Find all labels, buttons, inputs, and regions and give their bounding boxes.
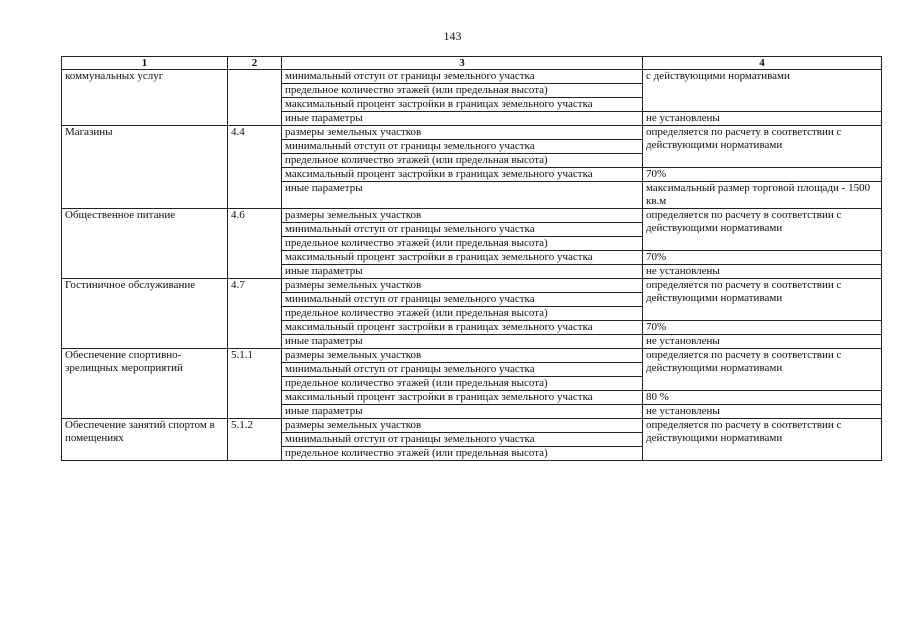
use-name: Магазины [62, 126, 228, 209]
use-name: Обеспечение спортивно-зрелищных мероприятий [62, 349, 228, 419]
use-code: 5.1.1 [228, 349, 282, 419]
parameter-cell: иные параметры [282, 182, 643, 209]
use-name: Общественное питание [62, 209, 228, 279]
value-cell: с действующими нормативами [643, 70, 882, 112]
value-cell: 70% [643, 168, 882, 182]
value-cell: 80 % [643, 391, 882, 405]
parameter-cell: максимальный процент застройки в границах земельного участка [282, 251, 643, 265]
parameter-cell: иные параметры [282, 335, 643, 349]
use-name: Гостиничное обслуживание [62, 279, 228, 349]
parameter-cell: предельное количество этажей (или предельная высота) [282, 447, 643, 461]
parameter-cell: минимальный отступ от границы земельного участка [282, 223, 643, 237]
parameter-cell: иные параметры [282, 405, 643, 419]
use-code: 4.7 [228, 279, 282, 349]
use-name: Обеспечение занятий спортом в помещениях [62, 419, 228, 461]
parameter-cell: предельное количество этажей (или предельная высота) [282, 84, 643, 98]
table-row [62, 279, 882, 293]
value-cell: 70% [643, 321, 882, 335]
value-cell: не установлены [643, 265, 882, 279]
use-code: 4.6 [228, 209, 282, 279]
table-row [62, 349, 882, 363]
parameter-cell: размеры земельных участков [282, 279, 643, 293]
parameter-cell: предельное количество этажей (или предельная высота) [282, 237, 643, 251]
parameter-cell: максимальный процент застройки в границах земельного участка [282, 168, 643, 182]
use-code [228, 70, 282, 126]
use-name: коммунальных услуг [62, 70, 228, 126]
value-cell: не установлены [643, 112, 882, 126]
parameter-cell: иные параметры [282, 265, 643, 279]
value-cell: определяется по расчету в соответствии с действующими нормативами [643, 279, 882, 321]
parameter-cell: предельное количество этажей (или предельная высота) [282, 377, 643, 391]
parameter-cell: предельное количество этажей (или предельная высота) [282, 307, 643, 321]
regulations-table [61, 56, 882, 461]
table-row [62, 419, 882, 433]
table-row [62, 126, 882, 140]
table-row [62, 209, 882, 223]
parameter-cell: максимальный процент застройки в границах земельного участка [282, 321, 643, 335]
parameter-cell: максимальный процент застройки в границах земельного участка [282, 391, 643, 405]
value-cell: определяется по расчету в соответствии с действующими нормативами [643, 419, 882, 461]
parameter-cell: минимальный отступ от границы земельного участка [282, 70, 643, 84]
value-cell: определяется по расчету в соответствии с действующими нормативами [643, 126, 882, 168]
value-cell: не установлены [643, 405, 882, 419]
value-cell: 70% [643, 251, 882, 265]
value-cell: максимальный размер торговой площади - 1500 кв.м [643, 182, 882, 209]
column-header: 1 [62, 57, 228, 70]
value-cell: определяется по расчету в соответствии с действующими нормативами [643, 349, 882, 391]
parameter-cell: предельное количество этажей (или предельная высота) [282, 154, 643, 168]
parameter-cell: размеры земельных участков [282, 419, 643, 433]
parameter-cell: минимальный отступ от границы земельного участка [282, 433, 643, 447]
parameter-cell: размеры земельных участков [282, 126, 643, 140]
column-header: 2 [228, 57, 282, 70]
parameter-cell: минимальный отступ от границы земельного участка [282, 363, 643, 377]
parameter-cell: размеры земельных участков [282, 209, 643, 223]
parameter-cell: минимальный отступ от границы земельного участка [282, 293, 643, 307]
parameter-cell: иные параметры [282, 112, 643, 126]
table-row [62, 70, 882, 84]
value-cell: не установлены [643, 335, 882, 349]
header-row [62, 57, 882, 70]
page-number: 143 [443, 29, 462, 43]
use-code: 5.1.2 [228, 419, 282, 461]
parameter-cell: минимальный отступ от границы земельного участка [282, 140, 643, 154]
parameter-cell: размеры земельных участков [282, 349, 643, 363]
column-header: 4 [643, 57, 882, 70]
value-cell: определяется по расчету в соответствии с действующими нормативами [643, 209, 882, 251]
use-code: 4.4 [228, 126, 282, 209]
column-header: 3 [282, 57, 643, 70]
parameter-cell: максимальный процент застройки в границах земельного участка [282, 98, 643, 112]
